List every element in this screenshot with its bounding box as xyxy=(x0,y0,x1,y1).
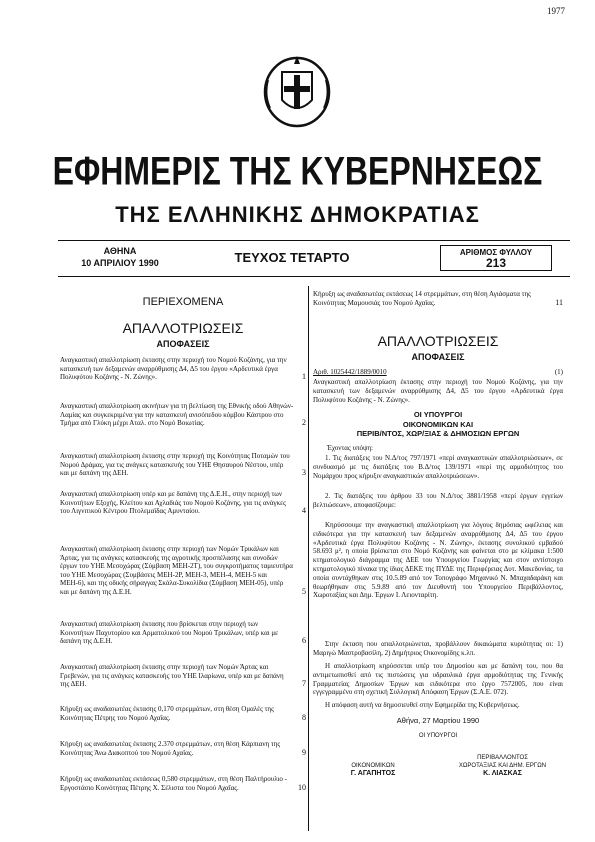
article-reference: Αριθ. 1025442/1889/0010 (1) xyxy=(313,368,563,376)
article-section: ΑΠΑΛΛΟΤΡΙΩΣΕΙΣ xyxy=(377,333,499,349)
contents-entry: Αναγκαστική απαλλοτρίωση έκτασης στην περιοχή των Νομών Τρικάλων και Άρτας, για τις ανάγκες κατασκευής της αγροτικής προσπέλασης και συνοδών έργων του ΥΗΕ Μεσοχώρας (Σύμβαση ΜΕΗ-2Τ), του συγκροτήματος ταμιευτήρα του ΥΗΕ Μεσοχώρας (Συμβάσεις ΜΕΗ-2Ρ, ΜΕΗ-3, ΜΕΗ-4, ΜΕΗ-5 και ΜΕΗ-6), και της οδικής σήραγγας Σκάλα-Συκολίδια (Σύμβαση ΜΕΗ-05), υπέρ και με δαπάνη της Δ.Ε.Η. 5 xyxy=(60,545,306,596)
sheet-label: ΑΡΙΘΜΟΣ ΦΥΛΛΟΥ xyxy=(459,248,533,257)
column-divider xyxy=(308,286,309,831)
contents-heading: ΠΕΡΙΕΧΟΜΕΝΑ xyxy=(142,296,224,308)
issue-label: ΤΕΥΧΟΣ ΤΕΤΑΡΤΟ xyxy=(234,250,350,265)
body-paragraph: Η απαλλοτρίωση κηρύσσεται υπέρ του Δημοσίου και με δαπάνη του, που θα αντιμετωπισθεί από τις πιστώσεις για υδραυλικά έργα αρμοδιότητας της Γενικής Γραμματείας Δημοσίων Έργων και ειδικότερα στο έργο 7572005, που είναι εγγεγραμμένο στη σχετική Συλλογική Απόφαση Έργων (Σ.Α.Ε. 072). xyxy=(313,662,563,697)
contents-section: ΑΠΑΛΛΟΤΡΙΩΣΕΙΣ xyxy=(122,320,244,336)
date-box xyxy=(60,245,180,269)
paragraph-1: 1. Τις διατάξεις του Ν.Δ/τος 797/1971 «περί αναγκαστικών απαλλοτριώσεων», σε συνδυασμό με τις διατάξεις του Β.Δ/τος 139/1971 «περί της αρμοδιότητος του Νομάρχου προς κήρυξιν αναγκαστικών απαλλοτριώσεων». xyxy=(313,454,563,480)
sheet-number: 213 xyxy=(485,256,507,270)
contents-entry: Αναγκαστική απαλλοτρίωση υπέρ και με δαπάνη της Δ.Ε.Η., στην περιοχή των Κοινοτήτων Εξοχής, Κλείτου και Αχλαδιάς του Νομού Κοζάνης, για τις ανάγκες του Λιγνιτικού Κέντρου Πτολεμαΐδας Αμυνταίου. 4 xyxy=(60,490,306,516)
contents-entry: Αναγκαστική απαλλοτρίωση έκτασης που βρίσκεται στην περιοχή των Κοινοτήτων Παχυτορίου και Αρματολικού του Νομού Τρικάλων, υπέρ και με δαπάνη της Δ.Ε.Η. 6 xyxy=(60,620,306,646)
body-paragraph: Στην έκταση που απαλλοτριώνεται, προβάλλουν δικαιώματα κυριότητας οι: 1) Μαριγώ Μαστροβασίλη, 2) Δημήτριος Οικονομίδης κ.λπ. xyxy=(313,640,563,657)
body-paragraph: Η απόφαση αυτή να δημοσιευθεί στην Εφημερίδα της Κυβερνήσεως. xyxy=(325,701,520,709)
body-paragraph: Κηρύσσουμε την αναγκαστική απαλλοτρίωση για λόγους δημόσιας ωφέλειας και ειδικότερα για την κατασκευή των δεξαμενών αναρρύθμισης Δ4, Δ5 του έργου «Αρδευτικά έργα Πολυφύτου Κοζάνης - Ν. Ζώνης», έκτασης συνολικού εμβαδού 58.693 μ², η οποία βρίσκεται στο Νομό Κοζάνης και φαίνεται στο με κλίμακα 1:500 κτηματολογικό διάγραμμα της ΔΕΕ του Υπουργείου Γεωργίας και στον αντίστοιχο κτηματολογικό πίνακα της ίδιας ΔΕΚΕ της ΠΥΔΕ της Περιφέρειας Δυτ. Μακεδονίας, τα οποία συντάχθηκαν στις 10.5.89 από τον Τοπογράφο Μηχανικό Ν. Μπαχαδαράκη και θεωρήθηκαν στις 5.9.89 από τον Διευθυντή του Υπουργείου Περιβάλλοντος, Χωροταξίας και Δημ. Έργων Ι. Λειονταρίτη. xyxy=(313,521,563,600)
contents-entry: Αναγκαστική απαλλοτρίωση έκτασης στην περιοχή των Νομών Άρτας και Γρεβενών, για τις ανάγκες κατασκευής του ΥΗΕ Ιλαρίωνα, υπέρ και με δαπάνη της ΔΕΗ. 7 xyxy=(60,663,306,689)
divider xyxy=(58,276,570,277)
contents-entry: Κήρυξη ως αναδασωτέας έκτασης 0,170 στρεμμάτων, στη θέση Ομαλές της Κοινότητας Πέτρης του Νομού Αχαΐας. 8 xyxy=(60,705,306,722)
contents-entry: Κήρυξη ως αναδασωτέας έκτασης 2.370 στρεμμάτων, στη θέση Κάρπιανη της Κοινότητας Άνω Διακοπτού του Νομού Αχαΐας. 9 xyxy=(60,740,306,757)
coat-of-arms-icon xyxy=(262,50,332,130)
issue-date: 10 ΑΠΡΙΛΙΟΥ 1990 xyxy=(81,258,159,268)
signature-right: ΠΕΡΙΒΑΛΛΟΝΤΟΣ ΧΩΡΟΤΑΞΙΑΣ ΚΑΙ ΔΗΜ. ΕΡΓΩΝ Κ. ΛΙΑΣΚΑΣ xyxy=(458,755,547,777)
contents-entry: Αναγκαστική απαλλοτρίωση έκτασης στην περιοχή του Νομού Κοζάνης, για την κατασκευή των δεξαμενών αναρρύθμισης Δ4, Δ5 του έργου «Αρδευτικά έργα Πολυφύτου Κοζάνης - Ν. Ζώνης». 1 xyxy=(60,356,306,382)
divider xyxy=(58,240,570,241)
contents-entry: Κήρυξη ως αναδασωτέας εκτάσεως 0,580 στρεμμάτων, στη θέση Παλτήρουλιο - Εργοστάσιο Κοινότητας Πέτρης Χ. Σέλιστα του Νομού Αχαΐας. 10 xyxy=(60,775,306,792)
gazette-subtitle: ΤΗΣ ΕΛΛΗΝΙΚΗΣ ΔΗΜΟΚΡΑΤΙΑΣ xyxy=(115,202,480,227)
page-number: 1977 xyxy=(547,6,565,16)
article-subsection: ΑΠΟΦΑΣΕΙΣ xyxy=(411,352,465,362)
having-regard: Έχοντας υπόψη: xyxy=(327,444,373,452)
contents-entry: Αναγκαστική απαλλοτρίωση έκτασης στην περιοχή της Κοινότητας Ποταμών του Νομού Δράμας, για τις ανάγκες κατασκευής του ΥΗΕ Θησαυρού Νέστου, υπέρ και με δαπάνη της ΔΕΗ. 3 xyxy=(60,452,306,478)
article-summary: Αναγκαστική απαλλοτρίωση έκτασης στην περιοχή του Νομού Κοζάνης, για την κατασκευή των δεξαμενών αναρρύθμισης Δ4, Δ5 του έργου «Αρδευτικά έργα Πολυφύτου Κοζάνης - Ν. Ζώνης». xyxy=(313,378,563,404)
ministers-heading: ΟΙ ΥΠΟΥΡΓΟΙ ΟΙΚΟΝΟΜΙΚΩΝ ΚΑΙ ΠΕΡΙΒ/ΝΤΟΣ, ΧΩΡ/ΞΙΑΣ & ΔΗΜΟΣΙΩΝ ΕΡΓΩΝ xyxy=(356,410,520,438)
signature-left: ΟΙΚΟΝΟΜΙΚΩΝ Γ. ΑΓΑΠΗΤΟΣ xyxy=(350,763,396,777)
contents-subsection: ΑΠΟΦΑΣΕΙΣ xyxy=(156,339,210,349)
contents-entry: Κήρυξη ως αναδασωτέας εκτάσεως 14 στρεμμάτων, στη θέση Αγιάσματα της Κοινότητας Μαμουσιάς του Νομού Αχαΐας. 11 xyxy=(313,290,563,307)
signers-label: ΟΙ ΥΠΟΥΡΓΟΙ xyxy=(418,733,458,739)
sheet-number-box xyxy=(440,245,552,271)
city: ΑΘΗΝΑ xyxy=(103,246,137,256)
contents-entry: Αναγκαστική απαλλοτρίωση ακινήτων για τη βελτίωση της Εθνικής οδού Αθηνών-Λαμίας και συγκεκριμένα για την κατασκευή ανισόπεδου κόμβου Κάστρου στο Τμήμα από Γλύκη μέχρι Αταλ. στο Νομό Βοιωτίας. 2 xyxy=(60,402,306,428)
paragraph-2: 2. Τις διατάξεις του άρθρου 33 του Ν.Δ/τος 3881/1958 «περί έργων εγγείων βελτιώσεων», αποφασίζουμε: xyxy=(313,492,563,509)
place-date: Αθήνα, 27 Μαρτίου 1990 xyxy=(396,716,480,725)
gazette-title: ΕΦΗΜΕΡΙΣ ΤΗΣ ΚΥΒΕΡΝΗΣΕΩΣ xyxy=(52,148,543,193)
